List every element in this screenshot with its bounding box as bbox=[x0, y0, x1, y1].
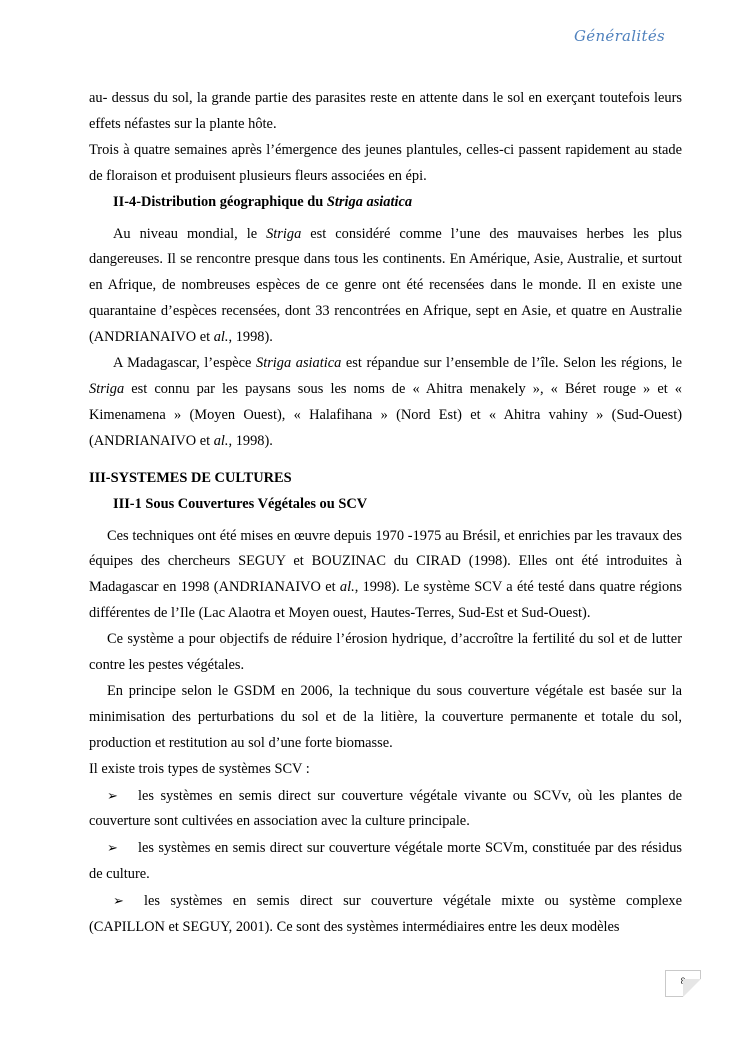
heading-species: Striga asiatica bbox=[326, 193, 413, 210]
text-run: est connu par les paysans sous les noms de « Ahitra menakely », « Béret rouge » et « Kimenamena » (Moyen Ouest), « Halafihana » (Nord Est) et « Ahitra vahiny » (Sud-Ouest) (ANDRIANAIVO et bbox=[89, 380, 682, 449]
text-run: est considéré comme l’une des mauvaises herbes les plus dangereuses. Il se rencontre presque dans tous les continents. En Amérique, Asie, Australie, et surtout en Afrique, de nombreuses espèces de ce genre ont été recensées dans le monde. Il en existe une quarantaine d’espèces recensées, dont 33 rencontrées en Afrique, sept en Asie, et quatre en Australie (ANDRIANAIVO et bbox=[89, 225, 682, 346]
section-heading-3-1: III-1 Sous Couvertures Végétales ou SCV bbox=[113, 495, 368, 512]
paragraph bbox=[89, 524, 682, 628]
arrow-bullet-icon: ➢ bbox=[107, 787, 118, 803]
text-run-italic: al. bbox=[213, 329, 229, 346]
heading-text: II-4-Distribution géographique du bbox=[113, 193, 327, 210]
text-run: Ces techniques ont été mises en œuvre depuis 1970 -1975 au Brésil, et enrichies par les travaux des équipes des chercheurs SEGUY et BOUZINAC du CIRAD (1998). Elles ont été introduites à Madagascar en 1998 (ANDRIANAIVO et bbox=[89, 527, 682, 596]
list-item-text: les systèmes en semis direct sur couverture végétale vivante ou SCVv, où les plantes de couverture sont cultivées en association avec la culture principale. bbox=[89, 787, 682, 830]
paragraph: Il existe trois types de systèmes SCV : bbox=[89, 760, 310, 777]
text-run: Au niveau mondial, le bbox=[113, 225, 267, 242]
arrow-bullet-icon: ➢ bbox=[107, 840, 118, 856]
page-curl-icon bbox=[683, 979, 701, 997]
arrow-bullet-icon: ➢ bbox=[113, 893, 124, 909]
list-item bbox=[89, 888, 682, 941]
text-run: , 1998). bbox=[228, 432, 273, 449]
paragraph: au- dessus du sol, la grande partie des parasites reste en attente dans le sol en exerçant toutefois leurs effets néfastes sur la plante hôte. bbox=[89, 90, 682, 132]
list-item-text: les systèmes en semis direct sur couverture végétale morte SCVm, constituée par des résidus de culture. bbox=[89, 840, 682, 883]
text-run: A Madagascar, l’espèce bbox=[113, 355, 256, 372]
text-run-italic: Striga bbox=[89, 380, 125, 397]
paragraph: En principe selon le GSDM en 2006, la technique du sous couverture végétale est basée sur la minimisation des perturbations du sol et de la litière, la couverture permanente et totale du sol, production et restitution au sol d’une forte biomasse. bbox=[89, 682, 682, 751]
page-number: 8 bbox=[680, 976, 686, 986]
text-run-italic: Striga asiatica bbox=[256, 355, 342, 372]
text-run: , 1998). bbox=[228, 329, 273, 346]
text-run-italic: Striga bbox=[266, 225, 302, 242]
paragraph: Ce système a pour objectifs de réduire l’érosion hydrique, d’accroître la fertilité du sol et de lutter contre les pestes végétales. bbox=[89, 631, 682, 674]
text-run: est répandue sur l’ensemble de l’île. Selon les régions, le bbox=[341, 355, 682, 372]
text-run-italic: al. bbox=[339, 579, 355, 596]
paragraph bbox=[89, 351, 682, 455]
page-body bbox=[89, 86, 682, 941]
running-header: Généralités bbox=[573, 27, 665, 45]
paragraph bbox=[89, 222, 682, 352]
text-run-italic: al. bbox=[213, 432, 229, 449]
page-number-box bbox=[665, 970, 701, 997]
list-item bbox=[89, 835, 682, 888]
section-heading-3: III-SYSTEMES DE CULTURES bbox=[89, 469, 292, 486]
paragraph: Trois à quatre semaines après l’émergence des jeunes plantules, celles-ci passent rapidement au stade de floraison et produisent plusieurs fleurs associées en épi. bbox=[89, 141, 682, 184]
section-heading-2-4 bbox=[89, 190, 682, 216]
list-item-text: les systèmes en semis direct sur couverture végétale mixte ou système complexe (CAPILLON et SEGUY, 2001). Ce sont des systèmes intermédiaires entre les deux modèles bbox=[89, 893, 682, 936]
list-item bbox=[89, 783, 682, 836]
text-run: , 1998). Le système SCV a été testé dans quatre régions différentes de l’Ile (Lac Alaotra et Moyen ouest, Hautes-Terres, Sud-Est et Sud-Ouest). bbox=[89, 579, 683, 622]
